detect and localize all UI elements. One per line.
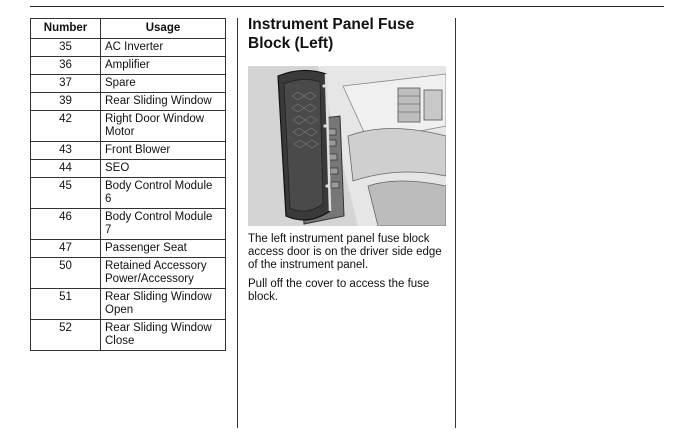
section-title: Instrument Panel Fuse Block (Left) [248,16,415,52]
fuse-block-illustration [248,66,446,226]
fuse-usage: Retained Accessory Power/Accessory [101,258,226,289]
table-row [31,320,226,351]
fuse-usage: Rear Sliding Window Open [101,289,226,320]
fuse-usage: Amplifier [101,57,226,75]
fuse-usage: Passenger Seat [101,240,226,258]
column-divider [455,18,456,428]
remove-cover-instruction-text: Pull off the cover to access the fuse block. [248,278,430,303]
fuse-usage: SEO [101,160,226,178]
fuse-number: 44 [31,160,101,178]
fuse-number: 46 [31,209,101,240]
column-divider [237,18,238,428]
table-row [31,209,226,240]
fuse-number: 52 [31,320,101,351]
fuse-block-access-door-image [248,66,446,226]
top-rule [30,6,664,7]
table-row [31,75,226,93]
fuse-usage: Body Control Module 6 [101,178,226,209]
fuse-number: 35 [31,39,101,57]
fuse-usage: Body Control Module 7 [101,209,226,240]
fuse-usage: Rear Sliding Window Close [101,320,226,351]
fuse-usage: Right Door Window Motor [101,111,226,142]
access-door-location-text: The left instrument panel fuse block access door is on the driver side edge of the instrument panel. [248,233,442,271]
fuse-usage: AC Inverter [101,39,226,57]
fuse-usage: Spare [101,75,226,93]
table-row [31,240,226,258]
fuse-number: 50 [31,258,101,289]
number-column-header: Number [31,19,101,39]
fuse-number: 42 [31,111,101,142]
fuse-number: 39 [31,93,101,111]
table-row [31,258,226,289]
table-row [31,39,226,57]
table-header-row [31,19,226,39]
fuse-usage: Rear Sliding Window [101,93,226,111]
fuse-number: 43 [31,142,101,160]
fuse-usage-table [30,18,226,351]
fuse-number: 47 [31,240,101,258]
fuse-number: 36 [31,57,101,75]
table-row [31,111,226,142]
usage-column-header: Usage [101,19,226,39]
fuse-number: 51 [31,289,101,320]
fuse-usage: Front Blower [101,142,226,160]
table-row [31,289,226,320]
table-row [31,160,226,178]
table-row [31,57,226,75]
fuse-number: 37 [31,75,101,93]
table-row [31,178,226,209]
fuse-number: 45 [31,178,101,209]
table-row [31,142,226,160]
table-row [31,93,226,111]
